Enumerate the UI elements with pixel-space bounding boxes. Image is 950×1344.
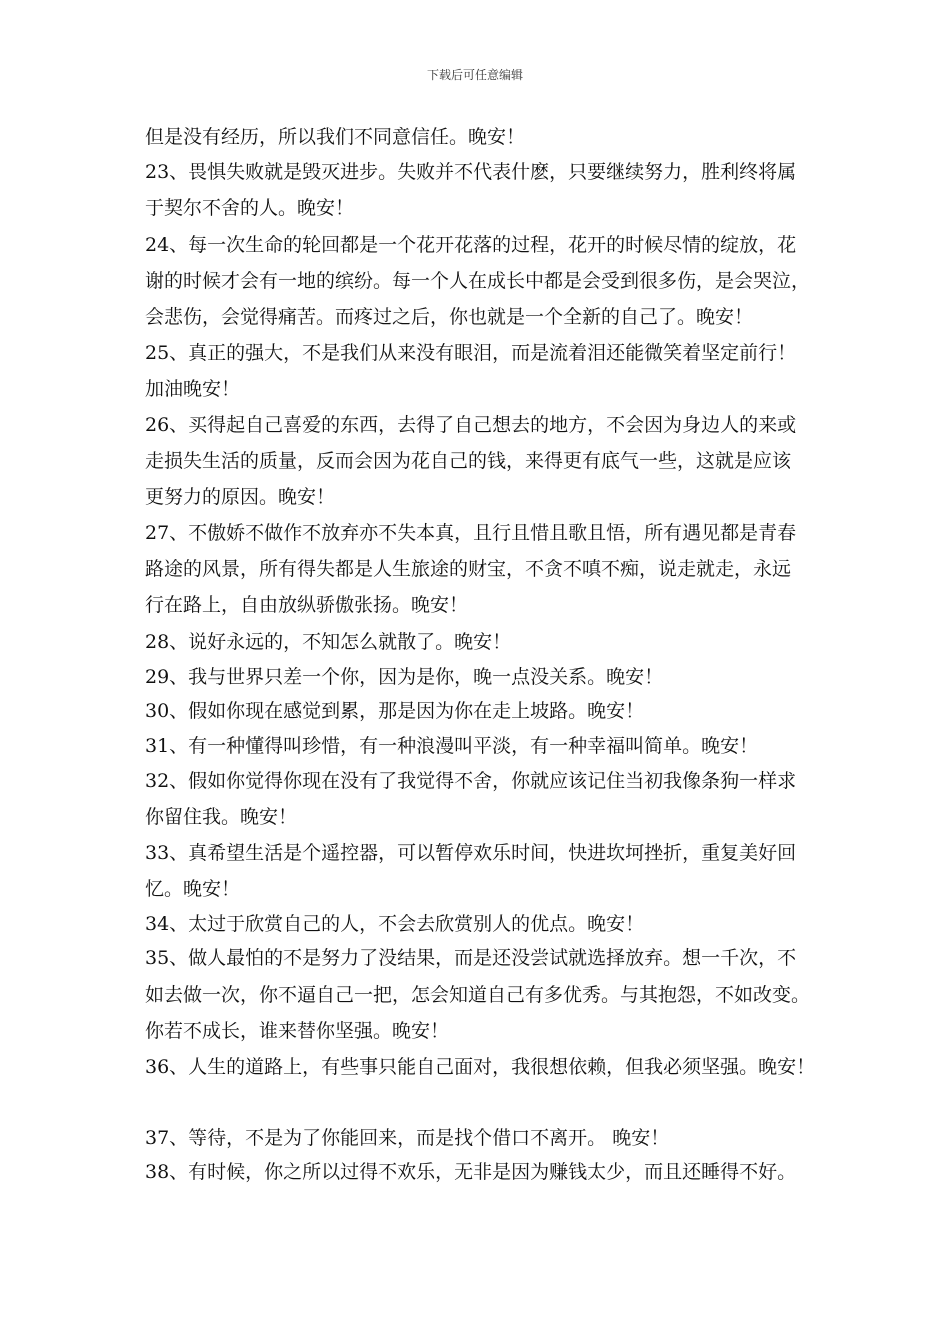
text-line: 26、买得起自己喜爱的东西，去得了自己想去的地方，不会因为身边人的来或 xyxy=(145,414,797,436)
text-line: 路途的风景，所有得失都是人生旅途的财宝，不贪不嗔不痴，说走就走，永远 xyxy=(145,558,792,580)
text-line: 32、假如你觉得你现在没有了我觉得不舍，你就应该记住当初我像条狗一样求 xyxy=(145,770,797,792)
text-line: 33、真希望生活是个遥控器，可以暂停欢乐时间，快进坎坷挫折，重复美好回 xyxy=(145,842,797,864)
text-line: 24、每一次生命的轮回都是一个花开花落的过程，花开的时候尽情的绽放，花 xyxy=(145,234,797,256)
text-line: 28、说好永远的，不知怎么就散了。晚安！ xyxy=(145,631,512,653)
text-line: 36、人生的道路上，有些事只能自己面对，我很想依赖，但我必须坚强。晚安！ xyxy=(145,1056,816,1078)
text-line: 于契尔不舍的人。晚安！ xyxy=(145,197,355,219)
text-line: 行在路上，自由放纵骄傲张扬。晚安！ xyxy=(145,594,469,616)
text-line: 31、有一种懂得叫珍惜，有一种浪漫叫平淡，有一种幸福叫简单。晚安！ xyxy=(145,735,759,757)
text-line: 25、真正的强大，不是我们从来没有眼泪，而是流着泪还能微笑着坚定前行！ xyxy=(145,342,797,364)
text-line: 更努力的原因。晚安！ xyxy=(145,486,336,508)
text-line: 谢的时候才会有一地的缤纷。每一个人在成长中都是会受到很多伤，是会哭泣， xyxy=(145,270,811,292)
text-line: 35、做人最怕的不是努力了没结果，而是还没尝试就选择放弃。想一千次，不 xyxy=(145,947,797,969)
text-line: 38、有时候，你之所以过得不欢乐，无非是因为赚钱太少，而且还睡得不好。 xyxy=(145,1161,797,1183)
text-line: 但是没有经历，所以我们不同意信任。晚安！ xyxy=(145,126,526,148)
text-line: 34、太过于欣赏自己的人，不会去欣赏别人的优点。晚安！ xyxy=(145,913,645,935)
text-line: 会悲伤，会觉得痛苦。而疼过之后，你也就是一个全新的自己了。晚安！ xyxy=(145,306,754,328)
text-line: 37、等待，不是为了你能回来，而是找个借口不离开。 晚安！ xyxy=(145,1127,670,1149)
text-line: 如去做一次，你不逼自己一把，怎会知道自己有多优秀。与其抱怨，不如改变。 xyxy=(145,984,811,1006)
text-line: 29、我与世界只差一个你，因为是你，晚一点没关系。晚安！ xyxy=(145,666,664,688)
text-line: 你若不成长，谁来替你坚强。晚安！ xyxy=(145,1020,450,1042)
text-line: 30、假如你现在感觉到累，那是因为你在走上坡路。晚安！ xyxy=(145,700,645,722)
text-line: 加油晚安！ xyxy=(145,378,241,400)
page-header: 下载后可任意编辑 xyxy=(426,68,523,82)
text-line: 你留住我。晚安！ xyxy=(145,806,298,828)
text-line: 走损失生活的质量，反而会因为花自己的钱，来得更有底气一些，这就是应该 xyxy=(145,450,792,472)
text-line: 23、畏惧失败就是毁灭进步。失败并不代表什麽，只要继续努力，胜利终将属 xyxy=(145,161,797,183)
text-line: 27、不傲娇不做作不放弃亦不失本真，且行且惜且歌且悟，所有遇见都是青春 xyxy=(145,522,797,544)
text-line: 忆。晚安！ xyxy=(145,878,241,900)
